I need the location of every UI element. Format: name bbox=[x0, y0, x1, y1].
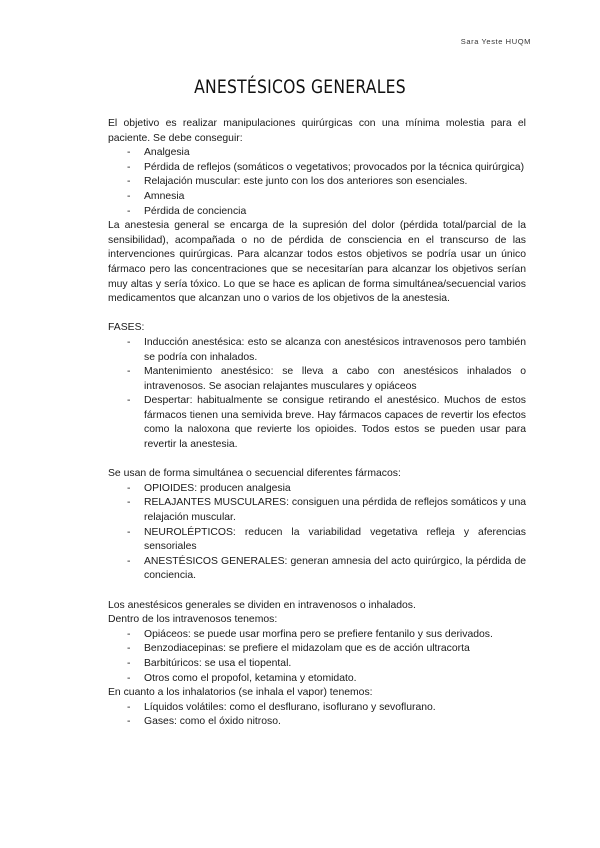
list-item: - Benzodiacepinas: se prefiere el midazolam que es de acción ultracorta bbox=[108, 642, 526, 657]
list-item: - Pérdida de reflejos (somáticos o vegetativos; provocados por la técnica quirúrgica) bbox=[108, 161, 526, 176]
list-item: - Gases: como el óxido nitroso. bbox=[108, 715, 526, 730]
fases-list bbox=[108, 336, 526, 453]
farmacos-intro: Se usan de forma simultánea o secuencial diferentes fármacos: bbox=[108, 468, 401, 480]
inhalatorios-intro: En cuanto a los inhalatorios (se inhala el vapor) tenemos: bbox=[108, 687, 373, 699]
list-item: - NEUROLÉPTICOS: reducen la variabilidad vegetativa refleja y aferencias sensoriales bbox=[108, 526, 526, 555]
list-item: - RELAJANTES MUSCULARES: consiguen una pérdida de reflejos somáticos y una relajación muscular. bbox=[108, 496, 526, 525]
page-header-author: Sara Yeste HUQM bbox=[460, 37, 531, 46]
list-item: - Despertar: habitualmente se consigue retirando el anestésico. Muchos de estos fármacos tienen una semivida breve. Hay fármacos capaces de revertir los efectos como la naloxona que revierte los opioides. Todos estos se pueden usar para revertir la anestesia. bbox=[108, 394, 526, 452]
general-anesthesia-paragraph: La anestesia general se encarga de la supresión del dolor (pérdida total/parcial de la sensibilidad), acompañada o no de pérdida de consciencia en el transcurso de las intervenciones quirúrgicas. Para alcanzar todos estos objetivos se podría usar un único fármaco pero las concentraciones que se necesitarían para alcanzar los objetivos serían muy altas y sería tóxico. Lo que se hace es aplican de forma simultánea/secuencial varios medicamentos que alcanzan uno o varios de los objetivos de la anestesia. bbox=[108, 220, 526, 305]
list-item: - Relajación muscular: este junto con los dos anteriores son esenciales. bbox=[108, 175, 526, 190]
list-item: - Inducción anestésica: esto se alcanza con anestésicos intravenosos pero también se podría con inhalados. bbox=[108, 336, 526, 365]
objectives-list bbox=[108, 146, 526, 219]
intravenous-intro: Dentro de los intravenosos tenemos: bbox=[108, 614, 278, 626]
list-item: - Barbitúricos: se usa el tiopental. bbox=[108, 657, 526, 672]
list-item: - ANESTÉSICOS GENERALES: generan amnesia del acto quirúrgico, la pérdida de conciencia. bbox=[108, 555, 526, 584]
list-item: - Amnesia bbox=[108, 190, 526, 205]
list-item: - Otros como el propofol, ketamina y etomidato. bbox=[108, 672, 526, 687]
intravenous-list bbox=[108, 628, 526, 686]
list-item: - Analgesia bbox=[108, 146, 526, 161]
list-item: - Pérdida de conciencia bbox=[108, 205, 526, 220]
list-item: - Opiáceos: se puede usar morfina pero se prefiere fentanilo y sus derivados. bbox=[108, 628, 526, 643]
intro-paragraph: El objetivo es realizar manipulaciones quirúrgicas con una mínima molestia para el paciente. Se debe conseguir: bbox=[108, 118, 526, 144]
farmacos-list bbox=[108, 482, 526, 584]
inhalatorios-list bbox=[108, 701, 526, 730]
division-line: Los anestésicos generales se dividen en intravenosos o inhalados. bbox=[108, 599, 416, 611]
list-item: - Mantenimiento anestésico: se lleva a cabo con anestésicos inhalados o intravenosos. Se asocian relajantes musculares y opiáceos bbox=[108, 365, 526, 394]
page-title: ANESTÉSICOS GENERALES bbox=[194, 76, 406, 98]
document-body bbox=[108, 117, 526, 730]
fases-heading: FASES: bbox=[108, 322, 145, 334]
list-item: - OPIOIDES: producen analgesia bbox=[108, 482, 526, 497]
list-item: - Líquidos volátiles: como el desflurano, isoflurano y sevoflurano. bbox=[108, 701, 526, 716]
